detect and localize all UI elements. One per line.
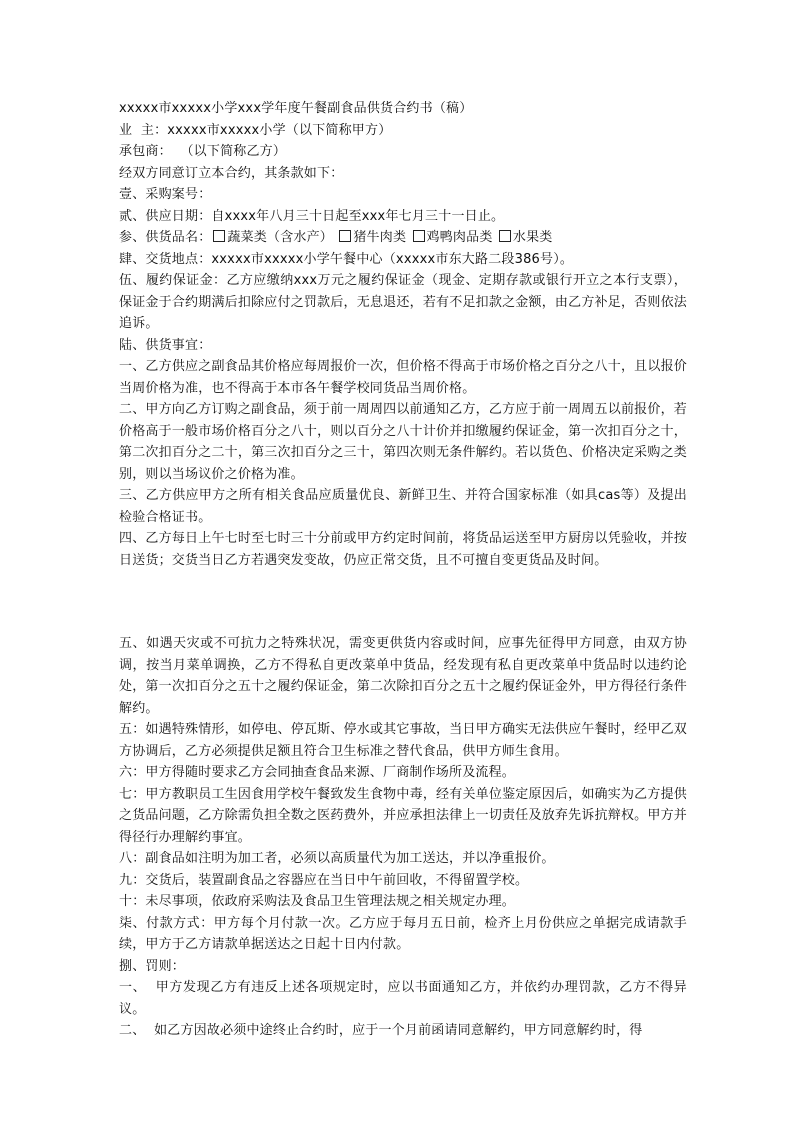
contractor-line: 承包商： （以下简称乙方） (119, 144, 287, 159)
supply-item-4: 四、乙方每日上午七时至七时三十分前或甲方约定时间前，将货品运送至甲方厨房以凭验收，并按日送货；交货当日乙方若遇突发变故，仍应正常交货，且不可擅自变更货品及时间。 (119, 531, 687, 568)
supply-item-vegetables: 蔬菜类（含水产） (227, 230, 334, 245)
supply-item-3: 三、乙方供应甲方之所有相关食品应质量优良、新鲜卫生、并符合国家标准（如具cas等）及提出检验合格证书。 (119, 488, 687, 525)
clause-payment: 柒、付款方式：甲方每个月付款一次。乙方应于每月五日前，检齐上月份供应之单据完成请款手续，甲方于乙方请款单据送达之日起十日内付款。 (119, 915, 687, 952)
clause-delivery-location: 肆、交货地点：xxxxx市xxxxx小学午餐中心（xxxxx市东大路二段386号）。 (119, 251, 574, 267)
clause-supply-matters: 陆、供货事宜： (119, 337, 212, 353)
supply-item-pork-beef: 猪牛肉类 (353, 230, 407, 245)
penalty-item-2: 二、 如乙方因故必须中途终止合约时，应于一个月前函请同意解约，甲方同意解约时，得 (119, 1023, 643, 1038)
supply-item-9: 九：交货后，装置副食品之容器应在当日中午前回收，不得留置学校。 (119, 872, 529, 888)
clause-supply-items (119, 227, 687, 249)
penalty-item-1: 一、 甲方发现乙方有违反上述各项规定时，应以书面通知乙方，并依约办理罚款，乙方不得异议。 (119, 980, 687, 1017)
owner-line: 业 主：xxxxx市xxxxx小学（以下简称甲方） (119, 122, 392, 138)
contract-document (119, 98, 687, 1042)
supply-item-10: 十：未尽事项，依政府采购法及食品卫生管理法规之相关规定办理。 (119, 894, 516, 909)
clause-supply-date: 贰、供应日期：自xxxx年八月三十日起至xxx年七月三十一日止。 (119, 208, 505, 224)
blank-gap (119, 571, 687, 633)
clause-purchase-number: 壹、采购案号： (119, 187, 212, 202)
document-title: xxxxx市xxxxx小学xxx学年度午餐副食品供货合约书（稿） (119, 101, 473, 116)
checkbox-icon (499, 230, 511, 242)
checkbox-icon (413, 230, 425, 242)
supply-item-5b: 五：如遇特殊情形，如停电、停瓦斯、停水或其它事故，当日甲方确实无法供应午餐时，经甲乙双方协调后，乙方必须提供足额且符合卫生标准之替代食品，供甲方师生食用。 (119, 722, 687, 759)
supply-item-1: 一、乙方供应之副食品其价格应每周报价一次，但价格不得高于市场价格之百分之八十，且以报价当周价格为准，也不得高于本市各午餐学校同货品当周价格。 (119, 359, 687, 396)
clause-performance-bond: 伍、履约保证金：乙方应缴纳xxx万元之履约保证金（现金、定期存款或银行开立之本行支票），保证金于合约期满后扣除应付之罚款后，无息退还，若有不足扣款之金额，由乙方补足，否则依法追诉。 (119, 273, 687, 331)
checkbox-icon (213, 230, 225, 242)
intro-line: 经双方同意订立本合约，其条款如下： (119, 165, 344, 181)
supply-item-2: 二、甲方向乙方订购之副食品，须于前一周周四以前通知乙方，乙方应于前一周周五以前报价，若价格高于一般市场价格百分之八十，则以百分之八十计价并扣缴履约保证金，第一次扣百分之十，第二次扣百分之二十，第三次扣百分之三十，第四次则无条件解约。若以货色、价格决定采购之类别，则以当场议价之价格为准。 (119, 402, 687, 482)
supply-item-poultry: 鸡鸭肉品类 (426, 230, 493, 245)
checkbox-icon (339, 230, 351, 242)
supply-item-5: 五、如遇天灾或不可抗力之特殊状况，需变更供货内容或时间，应事先征得甲方同意，由双方协调，按当月菜单调换，乙方不得私自更改菜单中货品，经发现有私自更改菜单中货品时以违约论处，第一次扣百分之五十之履约保证金，第二次除扣百分之五十之履约保证金外，甲方得径行条件解约。 (119, 636, 687, 716)
clause-supply-items-prefix: 参、供货品名： (119, 230, 212, 245)
supply-item-7: 七：甲方教职员工生因食用学校午餐致发生食物中毒，经有关单位鉴定原因后，如确实为乙方提供之货品问题，乙方除需负担全数之医药费外，并应承担法律上一切责任及放弃先诉抗辩权。甲方并得径行办理解约事宜。 (119, 786, 687, 845)
clause-penalty: 捌、罚则： (119, 958, 186, 974)
supply-item-fruit: 水果类 (512, 230, 553, 245)
supply-item-8: 八：副食品如注明为加工者，必须以高质量代为加工送达，并以净重报价。 (119, 851, 555, 866)
supply-item-6: 六：甲方得随时要求乙方会同抽查食品来源、厂商制作场所及流程。 (119, 765, 516, 780)
